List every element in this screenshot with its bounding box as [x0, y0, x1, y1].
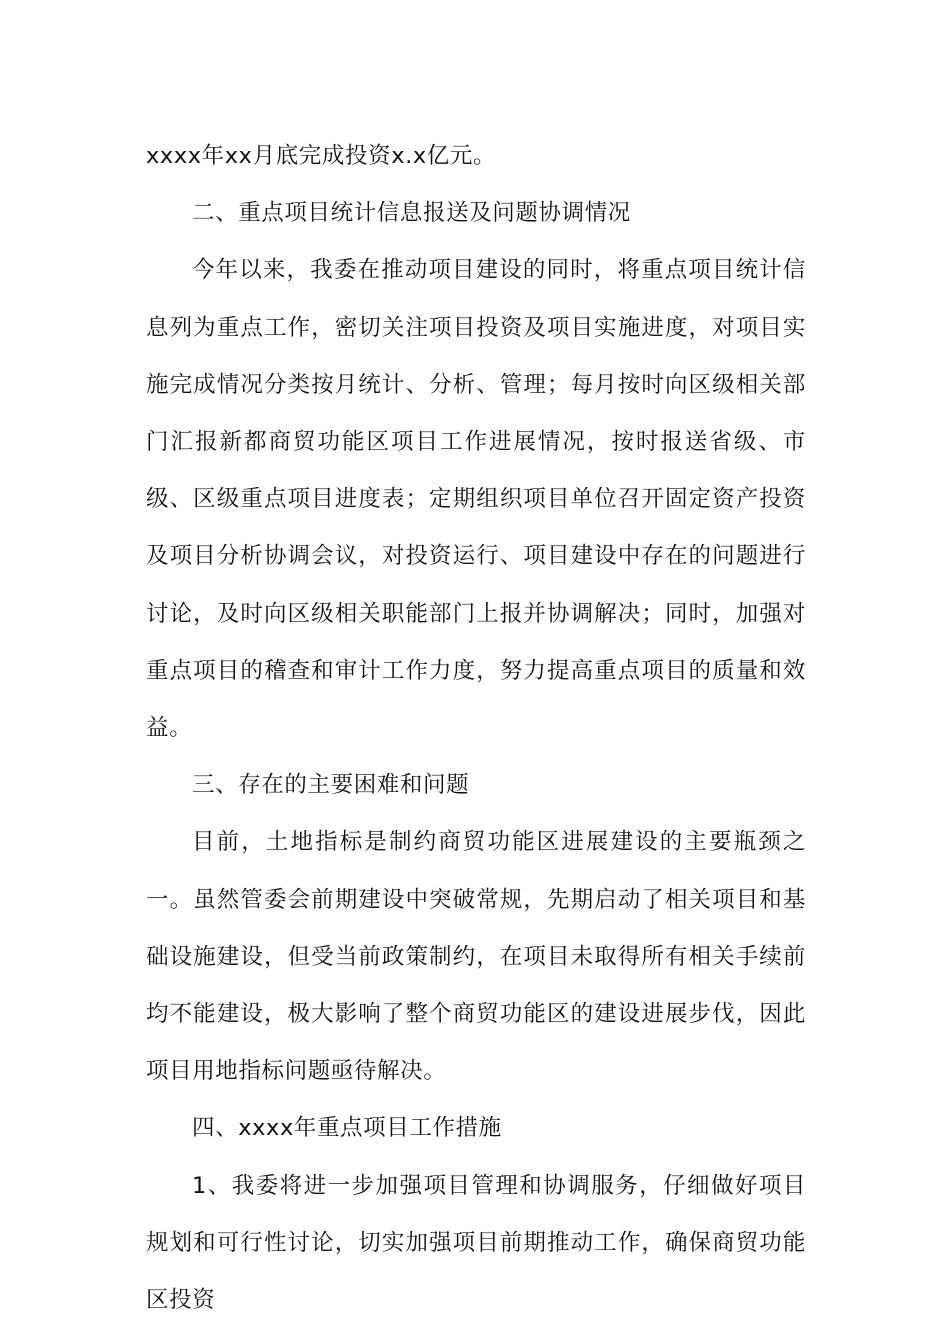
document-body	[146, 128, 806, 1329]
section-heading-2: 二、重点项目统计信息报送及问题协调情况	[192, 200, 631, 227]
paragraph-statistics: 今年以来，我委在推动项目建设的同时，将重点项目统计信息列为重点工作，密切关注项目投资及项目实施进度，对项目实施完成情况分类按月统计、分析、管理；每月按时向区级相关部门汇报新都商贸功能区项目工作进展情况，按时报送省级、市级、区级重点项目进度表；定期组织项目单位召开固定资产投资及项目分析协调会议，对投资运行、项目建设中存在的问题进行讨论，及时向区级相关职能部门上报并协调解决；同时，加强对重点项目的稽查和审计工作力度，努力提高重点项目的质量和效益。	[146, 257, 806, 742]
section-heading-3: 三、存在的主要困难和问题	[192, 772, 470, 799]
paragraph-measure-1: 1、我委将进一步加强项目管理和协调服务，仔细做好项目规划和可行性讨论，切实加强项目前期推动工作，确保商贸功能区投资	[146, 1172, 806, 1314]
paragraph-problems: 目前，土地指标是制约商贸功能区进展建设的主要瓶颈之一。虽然管委会前期建设中突破常规，先期启动了相关项目和基础设施建设，但受当前政策制约，在项目未取得所有相关手续前均不能建设，极大影响了整个商贸功能区的建设进展步伐，因此项目用地指标问题亟待解决。	[146, 829, 806, 1085]
paragraph-continuation: xxxx年xx月底完成投资x.x亿元。	[146, 143, 497, 169]
section-heading-4: 四、xxxx年重点项目工作措施	[192, 1115, 502, 1142]
